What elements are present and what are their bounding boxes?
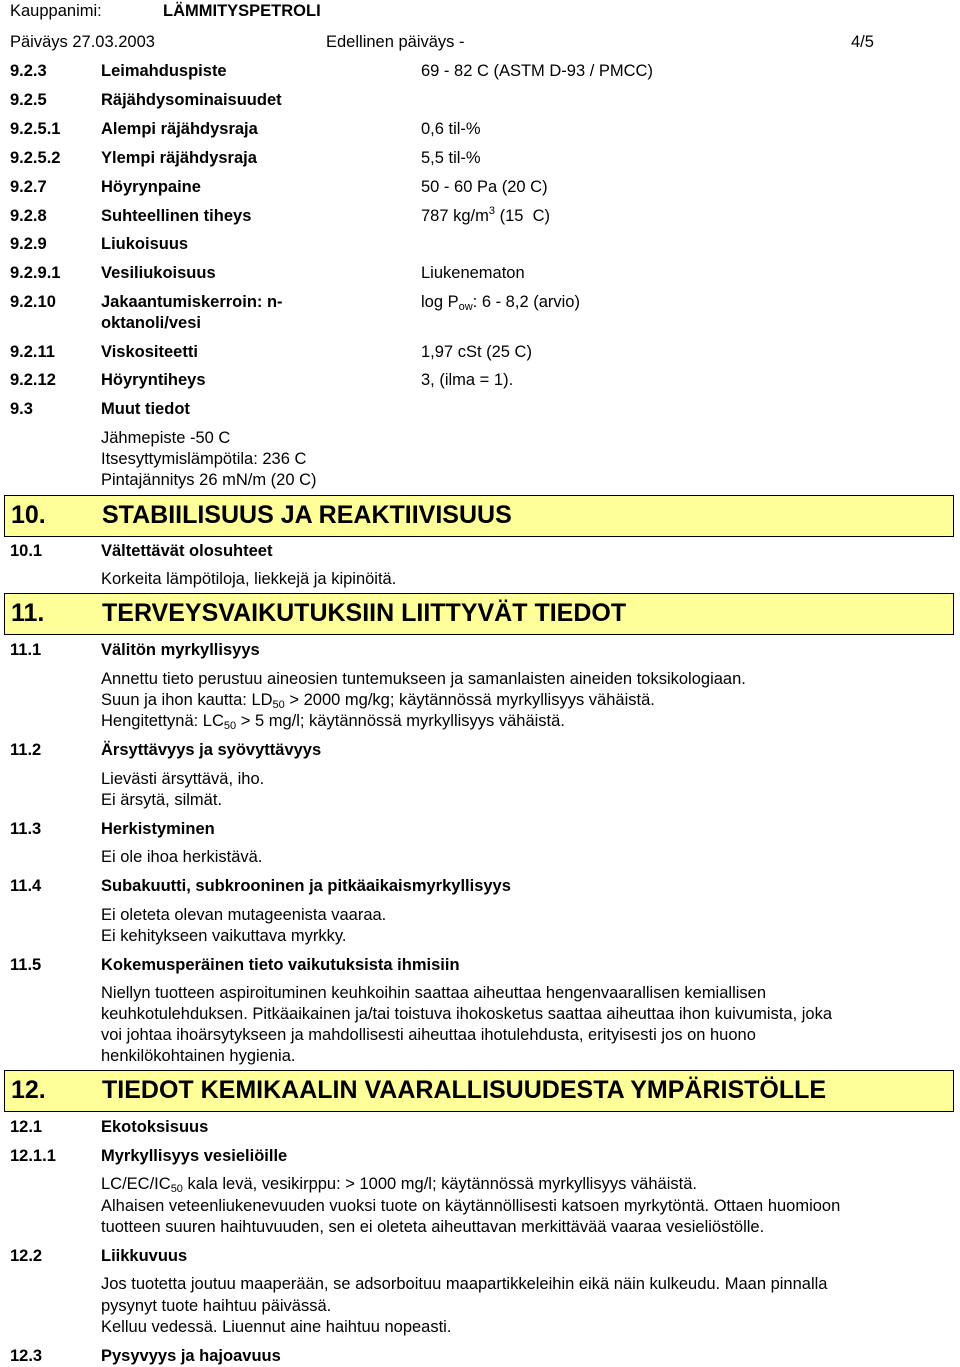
text-line: Ei ole ihoa herkistävä. — [101, 848, 263, 866]
text-line: voi johtaa ihoärsytykseen ja mahdollisesti aiheuttaa ihotulehdusta, erityisesti jos on huono — [101, 1026, 756, 1044]
product-label: Kauppanimi: — [10, 2, 102, 20]
text-line: Ei kehitykseen vaikuttava myrkky. — [101, 927, 347, 945]
row-label: Leimahduspiste — [101, 62, 227, 80]
row-number: 9.2.3 — [10, 62, 47, 80]
section-banner-11 — [4, 593, 954, 635]
text-line: Ei oleteta olevan mutageenista vaaraa. — [101, 906, 387, 924]
row-number: 9.2.5.1 — [10, 120, 61, 138]
date-label: Päiväys 27.03.2003 — [10, 33, 155, 51]
text-line: Hengitettynä: $LC_{50} > 5$ mg/l; käytännössä myrkyllisyys vähäistä. — [101, 712, 565, 732]
row-number: 11.5 — [10, 956, 42, 974]
row-value: 3, (ilma = 1). — [421, 371, 514, 389]
row-number: 11.4 — [10, 877, 42, 895]
row-label: Välitön myrkyllisyys — [101, 641, 260, 659]
row-value: Liukenematon — [421, 264, 525, 282]
text-line: Annettu tieto perustuu aineosien tuntemukseen ja samanlaisten aineiden toksikologiaan. — [101, 670, 746, 688]
row-label: Myrkyllisyys vesieliöille — [101, 1147, 288, 1165]
text-line: Korkeita lämpötiloja, liekkejä ja kipinöitä. — [101, 570, 397, 588]
row-value: 5,5 til-% — [421, 149, 481, 167]
row-number: 11.1 — [10, 641, 42, 659]
section-title: TIEDOT KEMIKAALIN VAARALLISUUDESTA YMPÄRISTÖLLE — [102, 1076, 827, 1104]
section-title: STABIILISUUS JA REAKTIIVISUUS — [102, 501, 512, 529]
text-line: Alhaisen veteenliukenevuuden vuoksi tuote on käytännöllisesti katsoen myrkytöntä. Ottaen huomioon — [101, 1197, 841, 1215]
row-label: Räjähdysominaisuudet — [101, 91, 282, 109]
row-number: 9.2.11 — [10, 343, 55, 361]
row-label: Suhteellinen tiheys — [101, 207, 252, 225]
text-line: Itsesyttymislämpötila: 236 C — [101, 450, 307, 468]
row-label: Pysyvyys ja hajoavuus — [101, 1347, 281, 1365]
row-label: Alempi räjähdysraja — [101, 120, 258, 138]
row-number: 12.3 — [10, 1347, 43, 1365]
row-number: 9.2.5 — [10, 91, 47, 109]
row-number: 9.2.12 — [10, 371, 56, 389]
row-label: Subakuutti, subkrooninen ja pitkäaikaismyrkyllisyys — [101, 877, 511, 895]
row-label: Ylempi räjähdysraja — [101, 149, 257, 167]
section-banner-10 — [4, 495, 954, 537]
row-label: Höyryntiheys — [101, 371, 206, 389]
row-label: Vältettävät olosuhteet — [101, 542, 273, 560]
text-line: keuhkotulehduksen. Pitkäaikainen ja/tai toistuva ihokosketus saattaa aiheuttaa ihon kuivumista, joka — [101, 1005, 833, 1023]
row-label: Ärsyttävyys ja syövyttävyys — [101, 741, 322, 759]
text-line: Kelluu vedessä. Liuennut aine haihtuu nopeasti. — [101, 1318, 452, 1336]
row-number: 9.2.9.1 — [10, 264, 61, 282]
row-value: 787 $kg/m^3$ (15 C) — [421, 205, 551, 225]
section-number: 10. — [11, 501, 46, 529]
row-label: Liikkuvuus — [101, 1247, 188, 1265]
row-value: 69 - 82 C (ASTM D-93 / PMCC) — [421, 62, 653, 80]
row-number: 12.2 — [10, 1247, 43, 1265]
row-value: $\log P_{ow}$: 6 - 8,2 (arvio) — [421, 293, 580, 313]
row-value: 50 - 60 Pa (20 C) — [421, 178, 548, 196]
text-line: Lievästi ärsyttävä, iho. — [101, 770, 265, 788]
row-number: 9.2.9 — [10, 235, 47, 253]
text-line: Jos tuotetta joutuu maaperään, se adsorboituu maapartikkeleihin eikä näin kulkeudu. Maan pinnalla — [101, 1275, 828, 1293]
text-line: pysynyt tuote haihtuu päivässä. — [101, 1297, 332, 1315]
row-number: 10.1 — [10, 542, 43, 560]
section-number: 12. — [11, 1076, 46, 1104]
text-line: Niellyn tuotteen aspiroituminen keuhkoihin saattaa aiheuttaa hengenvaarallisen kemiallisen — [101, 984, 767, 1002]
row-number: 9.2.10 — [10, 293, 56, 311]
text-line: Jähmepiste -50 C — [101, 429, 231, 447]
text-line: Pintajännitys 26 mN/m (20 C) — [101, 471, 317, 489]
row-label: Höyrynpaine — [101, 178, 201, 196]
row-value: 1,97 cSt (25 C) — [421, 343, 532, 361]
section-number: 11. — [11, 599, 45, 627]
section-banner-12 — [4, 1070, 954, 1112]
text-line: $LC/EC/IC_{50}$ kala levä, vesikirppu: > 1000 mg/l; käytännössä myrkyllisyys vähäistä. — [101, 1175, 697, 1195]
row-number: 11.2 — [10, 741, 42, 759]
row-number: 11.3 — [10, 820, 42, 838]
row-label: Jakaantumiskerroin: n- — [101, 293, 283, 311]
row-label: Ekotoksisuus — [101, 1118, 209, 1136]
row-label: Kokemusperäinen tieto vaikutuksista ihmisiin — [101, 956, 460, 974]
row-label: Herkistyminen — [101, 820, 215, 838]
text-line: tuotteen suuren haihtuvuuden, sen ei oleteta aiheuttavan merkittävää vaaraa vesieliöstölle. — [101, 1218, 765, 1236]
row-value: 0,6 til-% — [421, 120, 481, 138]
row-number: 9.3 — [10, 400, 33, 418]
product-name: LÄMMITYSPETROLI — [163, 2, 321, 20]
section-title: TERVEYSVAIKUTUKSIIN LIITTYVÄT TIEDOT — [102, 599, 627, 627]
row-label: Muut tiedot — [101, 400, 190, 418]
row-number: 9.2.7 — [10, 178, 47, 196]
row-label: Vesiliukoisuus — [101, 264, 216, 282]
text-line: Suun ja ihon kautta: $LD_{50} > 2000$ mg/kg; käytännössä myrkyllisyys vähäistä. — [101, 691, 655, 711]
row-label: Viskositeetti — [101, 343, 198, 361]
page-number: 4/5 — [851, 33, 874, 51]
text-line: Ei ärsytä, silmät. — [101, 791, 223, 809]
row-label: Liukoisuus — [101, 235, 189, 253]
row-number: 9.2.8 — [10, 207, 47, 225]
row-label-continued: oktanoli/vesi — [101, 314, 201, 332]
previous-date-label: Edellinen päiväys - — [326, 33, 465, 51]
row-number: 9.2.5.2 — [10, 149, 61, 167]
row-number: 12.1 — [10, 1118, 43, 1136]
text-line: henkilökohtainen hygienia. — [101, 1047, 296, 1065]
row-number: 12.1.1 — [10, 1147, 56, 1165]
